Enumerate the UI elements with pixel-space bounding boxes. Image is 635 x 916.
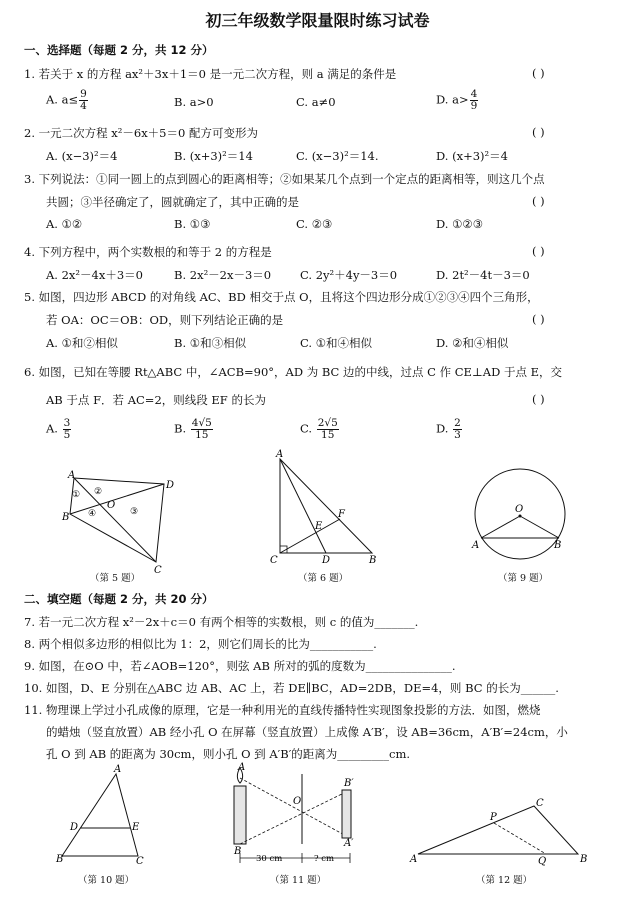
q3-stem-line1: 3. 下列说法：①同一圆上的点到圆心的距离相等；②如果某几个点到一个定点的距离相等，则这几个点	[24, 172, 545, 186]
q1-option-d: D. a> $\frac{4}{9}$	[436, 88, 478, 112]
fig11-label-aprime: A′	[344, 838, 354, 849]
fig6-label-b: B	[369, 555, 377, 566]
q1-option-c: C. a≠0	[296, 95, 336, 109]
fig6-label-d: D	[322, 555, 331, 566]
fig6-caption: （第 6 题）	[298, 573, 349, 584]
fig6-label-e: E	[315, 521, 323, 532]
q4-option-b: B. 2x²－2x－3＝0	[174, 268, 272, 282]
q5-option-c: C. ①和④相似	[300, 336, 373, 350]
q6-stem-line1: 6. 如图，已知在等腰 Rt△ABC 中，∠ACB=90°，AD 为 BC 边的中线，过点 C 作 CE⊥AD 于点 E，交	[24, 365, 562, 379]
q5-stem-line2: 若 OA：OC＝OB：OD，则下列结论正确的是	[46, 313, 284, 327]
q4-stem: 4. 下列方程中，两个实数根的和等于 2 的方程是	[24, 245, 272, 259]
q10-text: 10. 如图，D、E 分别在△ABC 边 AB、AC 上，若 DE∥BC，AD=2DB，DE=4，则 BC 的长为______.	[24, 681, 559, 695]
q5-option-d: D. ②和④相似	[436, 336, 509, 350]
q3-answer-paren: ( )	[532, 194, 545, 208]
q4-option-c: C. 2y²＋4y－3＝0	[300, 268, 398, 282]
q1-stem: 1. 若关于 x 的方程 ax²＋3x＋1＝0 是一元二次方程，则 a 满足的条件是	[24, 67, 397, 81]
fig5-region-1: ①	[72, 490, 81, 500]
fig11-label-a: A	[238, 762, 246, 773]
fig5-label-b: B	[62, 512, 70, 523]
figure-10-triangle	[56, 766, 156, 866]
q6-option-b: B. $\frac{4√5}{15}$	[174, 417, 212, 441]
fig12-label-p: P	[490, 812, 497, 823]
fig9-label-b: B	[554, 540, 562, 551]
figure-11-pinhole	[226, 764, 366, 870]
q6-stem-line2: AB 于点 F．若 AC=2，则线段 EF 的长为	[46, 393, 266, 407]
fig12-caption: （第 12 题）	[476, 875, 533, 886]
q11-line1: 11. 物理课上学过小孔成像的原理，它是一种利用光的直线传播特性实现图象投影的方法．如图，燃烧	[24, 703, 541, 717]
q5-option-b: B. ①和③相似	[174, 336, 247, 350]
fig10-label-e: E	[132, 822, 140, 833]
fig5-region-2: ②	[94, 487, 103, 497]
q4-answer-paren: ( )	[532, 244, 545, 258]
fig12-label-a: A	[410, 854, 418, 865]
q5-stem-line1: 5. 如图，四边形 ABCD 的对角线 AC、BD 相交于点 O，且将这个四边形分成①②③④四个三角形，	[24, 290, 539, 304]
fig5-label-o: O	[107, 500, 116, 511]
fig5-label-c: C	[154, 565, 162, 576]
fig9-caption: （第 9 题）	[498, 573, 549, 584]
q4-option-a: A. 2x²－4x＋3＝0	[46, 268, 143, 282]
q6-option-c: C. $\frac{2√5}{15}$	[300, 417, 338, 441]
fig6-label-a: A	[276, 449, 284, 460]
q2-option-d: D. (x+3)²＝4	[436, 149, 508, 163]
q6-answer-paren: ( )	[532, 392, 545, 406]
fig12-label-q: Q	[538, 856, 547, 867]
fig11-dist-unknown: ? cm	[314, 854, 335, 864]
q6-option-d: D. $\frac{2}{3}$	[436, 417, 461, 441]
fig6-label-f: F	[338, 509, 345, 520]
q3-stem-line2: 共圆；③半径确定了，圆就确定了，其中正确的是	[46, 195, 299, 209]
q4-option-d: D. 2t²－4t－3＝0	[436, 268, 530, 282]
fig11-label-b: B	[234, 846, 242, 857]
q1-option-a: A. a≤ $\frac{9}{4}$	[46, 88, 87, 112]
q11-line3: 孔 O 到 AB 的距离为 30cm，则小孔 O 到 A′B′的距离为_________cm.	[46, 747, 411, 761]
q11-line2: 的蜡烛（竖直放置）AB 经小孔 O 在屏幕（竖直放置）上成像 A′B′，设 AB=36cm，A′B′=24cm，小	[46, 725, 568, 739]
fig12-label-b: B	[580, 854, 588, 865]
figure-9-circle	[470, 466, 570, 566]
fig9-label-a: A	[472, 540, 480, 551]
q2-option-a: A. (x−3)²＝4	[46, 149, 118, 163]
q1-option-b: B. a>0	[174, 95, 214, 109]
fig10-label-d: D	[70, 822, 79, 833]
figure-6-right-triangle	[268, 449, 378, 566]
q3-option-a: A. ①②	[46, 217, 83, 231]
fig11-dist-30: 30 cm	[256, 854, 283, 864]
q5-option-a: A. ①和②相似	[46, 336, 118, 350]
fig5-region-3: ③	[130, 507, 139, 517]
q3-option-d: D. ①②③	[436, 217, 484, 231]
fig5-region-4: ④	[88, 509, 97, 519]
q6-option-a: A. $\frac{3}{5}$	[46, 417, 71, 441]
fig6-label-c: C	[270, 555, 278, 566]
q5-answer-paren: ( )	[532, 312, 545, 326]
fig10-label-a: A	[114, 764, 122, 775]
fig5-label-d: D	[166, 480, 175, 491]
q3-option-c: C. ②③	[296, 217, 333, 231]
q2-stem: 2. 一元二次方程 x²－6x＋5＝0 配方可变形为	[24, 126, 258, 140]
fig5-caption: （第 5 题）	[90, 573, 141, 584]
q1-answer-paren: ( )	[532, 66, 545, 80]
q2-option-b: B. (x+3)²＝14	[174, 149, 253, 163]
page-title: 初三年级数学限量限时练习试卷	[205, 11, 430, 30]
q9-text: 9. 如图，在⊙O 中，若∠AOB=120°，则弦 AB 所对的弧的度数为_______________.	[24, 659, 456, 673]
section-fill-heading: 二、填空题（每题 2 分，共 20 分）	[24, 592, 214, 606]
fig11-label-bprime: B′	[344, 778, 354, 789]
figure-5-quadrilateral	[60, 470, 180, 576]
fig5-label-a: A	[68, 470, 76, 481]
q2-option-c: C. (x−3)²＝14.	[296, 149, 379, 163]
section-choice-heading: 一、选择题（每题 2 分，共 12 分）	[24, 43, 214, 57]
q2-answer-paren: ( )	[532, 125, 545, 139]
figure-12-triangle	[410, 796, 590, 866]
fig9-label-o: O	[515, 504, 524, 515]
q7-text: 7. 若一元二次方程 x²－2x＋c＝0 有两个相等的实数根，则 c 的值为_______.	[24, 615, 419, 629]
q8-text: 8. 两个相似多边形的相似比为 1：2，则它们周长的比为___________.	[24, 637, 377, 651]
q3-option-b: B. ①③	[174, 217, 211, 231]
fig10-caption: （第 10 题）	[78, 875, 135, 886]
fig11-label-o: O	[293, 796, 302, 807]
fig12-label-c: C	[536, 798, 544, 809]
fig11-caption: （第 11 题）	[270, 875, 327, 886]
fig10-label-c: C	[136, 856, 144, 867]
fig10-label-b: B	[56, 854, 64, 865]
